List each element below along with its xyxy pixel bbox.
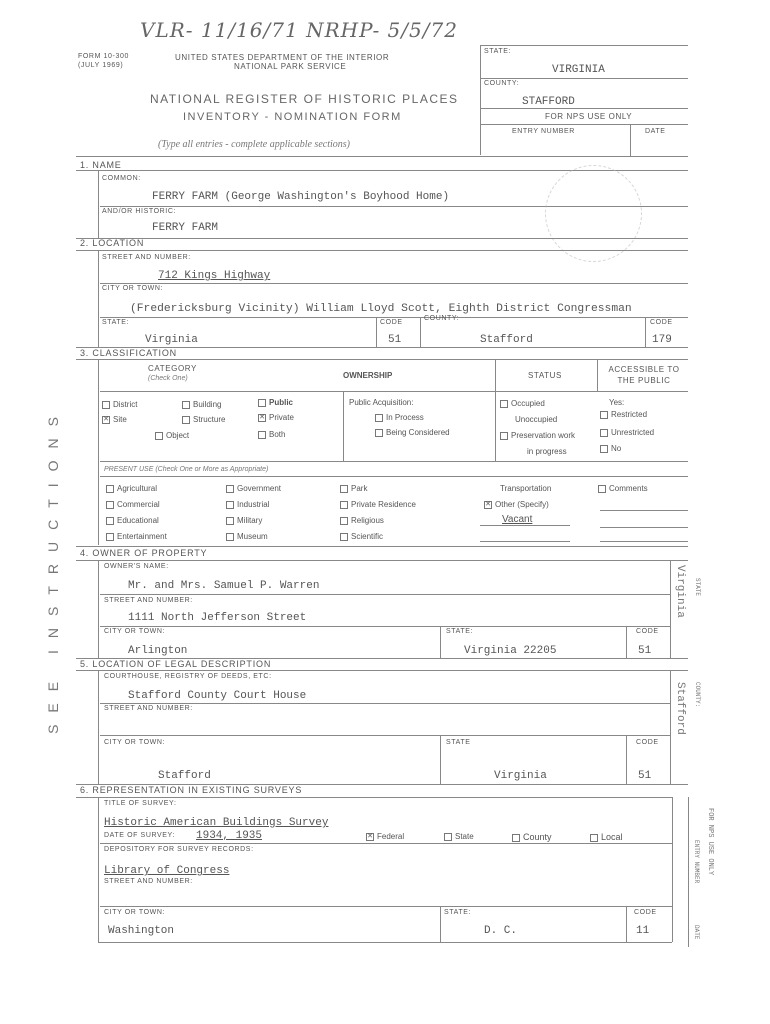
section-6-heading: 6. REPRESENTATION IN EXISTING SURVEYS <box>80 785 303 795</box>
status-occupied[interactable]: Occupied <box>500 399 545 408</box>
legal-code-label: CODE <box>636 739 659 746</box>
acq-being-considered[interactable]: Being Considered <box>375 428 450 437</box>
use-entertainment[interactable]: Entertainment <box>106 532 167 541</box>
agency-line-1: UNITED STATES DEPARTMENT OF THE INTERIOR <box>175 53 390 62</box>
category-label: CATEGORY <box>148 364 197 373</box>
city-label: CITY OR TOWN: <box>102 285 164 292</box>
county-code-label: CODE <box>650 319 673 326</box>
depository-state-label: STATE: <box>444 909 472 916</box>
received-stamp <box>545 165 642 262</box>
side-county-value: Stafford <box>674 682 686 735</box>
ownership-label: OWNERSHIP <box>343 371 393 380</box>
acquisition-label: Public Acquisition: <box>349 398 414 407</box>
survey-title-value: Historic American Buildings Survey <box>104 817 329 829</box>
survey-title-label: TITLE OF SURVEY: <box>104 800 177 807</box>
comments-label: Comments <box>598 484 648 493</box>
side-date: DATE <box>693 925 700 940</box>
depository-code-label: CODE <box>634 909 657 916</box>
section-3-heading: 3. CLASSIFICATION <box>80 348 177 358</box>
common-name-value: FERRY FARM (George Washington's Boyhood Home) <box>152 191 450 203</box>
access-yes[interactable]: Yes: <box>609 398 625 407</box>
cat-site[interactable]: ✕ Site <box>103 415 127 424</box>
owner-state-label: STATE: <box>446 628 474 635</box>
side-entry-number: ENTRY NUMBER <box>693 840 700 884</box>
side-nps-use: FOR NPS USE ONLY <box>706 808 714 876</box>
access-restricted[interactable]: Restricted <box>600 410 647 419</box>
side-state-value: Virginia <box>674 565 686 618</box>
status-unoccupied: Unoccupied <box>515 415 558 424</box>
access-unrestricted[interactable]: Unrestricted <box>600 428 654 437</box>
historic-name-label: AND/OR HISTORIC: <box>102 208 177 215</box>
survey-federal[interactable]: ✕ Federal <box>367 832 405 841</box>
state-value-top: VIRGINIA <box>552 64 605 76</box>
agency-line-2: NATIONAL PARK SERVICE <box>234 62 347 71</box>
owner-street-value: 1111 North Jefferson Street <box>128 612 307 624</box>
form-instructions: (Type all entries - complete applicable sections) <box>158 139 350 150</box>
use-transportation: Transportation <box>500 484 552 493</box>
county-label: COUNTY: <box>424 315 460 322</box>
survey-date-value: 1934, 1935 <box>196 830 263 842</box>
use-scientific[interactable]: Scientific <box>340 532 383 541</box>
present-use-label: PRESENT USE (Check One or More as Appropriate) <box>104 466 269 473</box>
owner-city-value: Arlington <box>128 645 188 657</box>
status-label: STATUS <box>528 371 562 380</box>
status-in-progress: in progress <box>527 447 567 456</box>
use-industrial[interactable]: Industrial <box>226 500 269 509</box>
entry-number-label: ENTRY NUMBER <box>512 128 575 135</box>
use-other-value: Vacant <box>502 514 533 525</box>
form-number: FORM 10-300 <box>78 53 129 60</box>
side-county-label: COUNTY: <box>694 682 701 708</box>
state-value: Virginia <box>145 334 198 346</box>
depository-street-label: STREET AND NUMBER: <box>104 878 193 885</box>
owner-state-value: Virginia 22205 <box>464 645 557 657</box>
depository-label: DEPOSITORY FOR SURVEY RECORDS: <box>104 846 254 853</box>
legal-code-value: 51 <box>638 770 652 782</box>
form-title: NATIONAL REGISTER OF HISTORIC PLACES <box>150 92 459 106</box>
city-value: (Fredericksburg Vicinity) William Lloyd Scott, Eighth District Congressman <box>130 303 632 315</box>
section-4-heading: 4. OWNER OF PROPERTY <box>80 548 208 558</box>
depository-city-label: CITY OR TOWN: <box>104 909 166 916</box>
survey-state[interactable]: State <box>444 832 474 841</box>
depository-code-value: 11 <box>636 925 650 937</box>
handwritten-dates: VLR- 11/16/71 NRHP- 5/5/72 <box>140 18 458 42</box>
section-2-heading: 2. LOCATION <box>80 238 145 248</box>
owner-street-label: STREET AND NUMBER: <box>104 597 193 604</box>
county-code-value: 179 <box>652 334 672 346</box>
county-value-top: STAFFORD <box>522 96 575 108</box>
use-military[interactable]: Military <box>226 516 262 525</box>
county-label-top: COUNTY: <box>484 80 520 87</box>
use-park[interactable]: Park <box>340 484 367 493</box>
cat-district[interactable]: District <box>102 400 137 409</box>
cat-object[interactable]: Object <box>155 431 189 440</box>
section-1-heading: 1. NAME <box>80 160 122 170</box>
use-other[interactable]: ✕ Other (Specify) <box>485 500 549 509</box>
depository-state-value: D. C. <box>484 925 518 937</box>
own-both[interactable]: Both <box>258 430 285 439</box>
owner-name-value: Mr. and Mrs. Samuel P. Warren <box>128 580 320 592</box>
use-educational[interactable]: Educational <box>106 516 159 525</box>
legal-city-label: CITY OR TOWN: <box>104 739 166 746</box>
depository-value: Library of Congress <box>104 865 230 877</box>
survey-date-label: DATE OF SURVEY: <box>104 832 175 839</box>
legal-state-label: STATE <box>446 739 471 746</box>
legal-state-value: Virginia <box>494 770 547 782</box>
use-religious[interactable]: Religious <box>340 516 384 525</box>
nps-use-only: FOR NPS USE ONLY <box>545 112 633 121</box>
see-instructions-side: SEE INSTRUCTIONS <box>45 405 61 734</box>
state-code-value: 51 <box>388 334 402 346</box>
use-government[interactable]: Government <box>226 484 281 493</box>
use-museum[interactable]: Museum <box>226 532 268 541</box>
legal-street-label: STREET AND NUMBER: <box>104 705 193 712</box>
street-value: 712 Kings Highway <box>158 270 271 282</box>
historic-name-value: FERRY FARM <box>152 222 219 234</box>
date-label-top: DATE <box>645 128 666 135</box>
state-label-top: STATE: <box>484 48 512 55</box>
street-label: STREET AND NUMBER: <box>102 254 191 261</box>
form-date: (JULY 1969) <box>78 62 124 69</box>
legal-city-value: Stafford <box>158 770 211 782</box>
owner-city-label: CITY OR TOWN: <box>104 628 166 635</box>
use-commercial[interactable]: Commercial <box>106 500 160 509</box>
owner-code-label: CODE <box>636 628 659 635</box>
status-preservation[interactable]: Preservation work <box>500 431 575 440</box>
section-5-heading: 5. LOCATION OF LEGAL DESCRIPTION <box>80 659 272 669</box>
courthouse-label: COURTHOUSE, REGISTRY OF DEEDS, ETC: <box>104 673 272 680</box>
common-name-label: COMMON: <box>102 175 141 182</box>
owner-code-value: 51 <box>638 645 652 657</box>
category-note: (Check One) <box>148 375 188 382</box>
cat-building[interactable]: Building <box>182 400 221 409</box>
side-state-label: STATE <box>694 578 701 597</box>
own-private[interactable]: ✕ Private <box>259 413 294 422</box>
county-value: Stafford <box>480 334 533 346</box>
depository-city-value: Washington <box>108 925 175 937</box>
state-code-label: CODE <box>380 319 403 326</box>
accessible-label: ACCESSIBLE TO THE PUBLIC <box>608 365 680 385</box>
survey-local[interactable]: Local <box>590 832 623 842</box>
survey-county[interactable]: County <box>512 832 552 842</box>
cat-structure[interactable]: Structure <box>182 415 225 424</box>
access-no[interactable]: No <box>600 444 621 453</box>
use-private-residence[interactable]: Private Residence <box>340 500 416 509</box>
courthouse-value: Stafford County Court House <box>128 690 307 702</box>
own-public[interactable]: Public <box>258 398 293 407</box>
form-subtitle: INVENTORY - NOMINATION FORM <box>183 111 402 123</box>
owner-name-label: OWNER'S NAME: <box>104 563 169 570</box>
acq-in-process[interactable]: In Process <box>375 413 424 422</box>
use-agricultural[interactable]: Agricultural <box>106 484 157 493</box>
state-label: STATE: <box>102 319 130 326</box>
